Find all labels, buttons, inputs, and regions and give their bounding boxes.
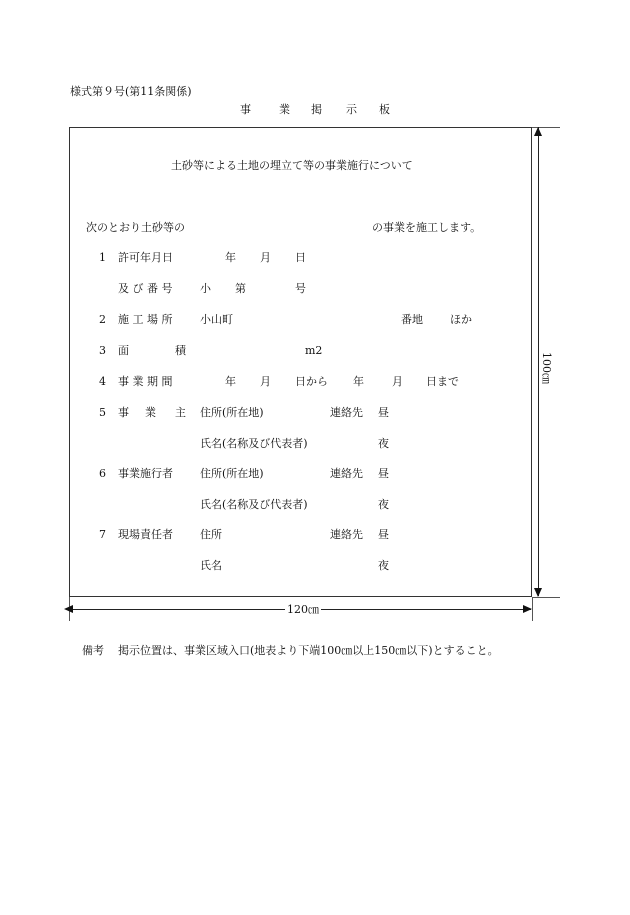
extension-line-right [532, 597, 533, 621]
arrow-right-icon [523, 605, 532, 613]
item-number: 3 [99, 344, 106, 357]
night-label: 夜 [378, 559, 389, 572]
area-unit: m2 [305, 344, 323, 357]
extension-line-bottom [532, 597, 560, 598]
night-label: 夜 [378, 437, 389, 450]
name-label: 氏名(名称及び代表者) [200, 498, 308, 511]
night-label: 夜 [378, 498, 389, 511]
note-text: 掲示位置は、事業区域入口(地表より下端100㎝以上150㎝以下)とすること。 [118, 644, 499, 657]
month-unit: 月 [260, 375, 271, 388]
name-label: 氏名 [200, 559, 222, 572]
dai-mark: 第 [235, 282, 246, 295]
daytime-label: 昼 [378, 406, 389, 419]
name-label: 氏名(名称及び代表者) [200, 437, 308, 450]
contact-label: 連絡先 [330, 467, 363, 480]
ko-mark: 小 [200, 282, 211, 295]
intro-left: 次のとおり土砂等の [86, 221, 185, 234]
title-char: 板 [379, 103, 390, 116]
item-label: 施 工 場 所 [118, 313, 173, 326]
item-label: 事 業 期 間 [118, 375, 173, 388]
item-label: 事業施行者 [118, 467, 173, 480]
item-label: 面 [118, 344, 129, 357]
year-unit: 年 [353, 375, 364, 388]
contact-label: 連絡先 [330, 528, 363, 541]
arrow-left-icon [64, 605, 73, 613]
arrow-up-icon [534, 127, 542, 136]
height-dimension-label: 100㎝ [540, 352, 553, 384]
item-number: 7 [99, 528, 106, 541]
item-label: 現場責任者 [118, 528, 173, 541]
intro-right: の事業を施工します。 [372, 221, 482, 234]
year-unit: 年 [225, 375, 236, 388]
item-number: 1 [99, 251, 106, 264]
arrow-down-icon [534, 588, 542, 597]
daytime-label: 昼 [378, 467, 389, 480]
item-number: 4 [99, 375, 106, 388]
item-number: 5 [99, 406, 106, 419]
contact-label: 連絡先 [330, 406, 363, 419]
day-unit: 日 [295, 251, 306, 264]
address-label: 住所 [200, 528, 222, 541]
address-label: 住所(所在地) [200, 406, 264, 419]
daytime-label: 昼 [378, 528, 389, 541]
item-label: 積 [175, 344, 186, 357]
item-label: 業 [145, 406, 156, 419]
address-label: 住所(所在地) [200, 467, 264, 480]
month-unit: 月 [392, 375, 403, 388]
item-label: 主 [175, 406, 186, 419]
town-name: 小山町 [200, 313, 233, 326]
title-char: 示 [346, 103, 357, 116]
title-char: 業 [279, 103, 290, 116]
day-until: 日まで [426, 375, 459, 388]
width-dimension-label: 120㎝ [287, 603, 319, 616]
item-label-2: 及 び 番 号 [118, 282, 173, 295]
banchi-label: 番地 [401, 313, 423, 326]
note-label: 備考 [82, 644, 104, 657]
form-number: 様式第９号(第11条関係) [70, 85, 192, 98]
board-heading: 土砂等による土地の埋立て等の事業施行について [171, 159, 413, 172]
hoka-label: ほか [450, 313, 472, 326]
item-label: 許可年月日 [118, 251, 173, 264]
title-char: 掲 [311, 103, 322, 116]
go-mark: 号 [295, 282, 306, 295]
item-number: 2 [99, 313, 106, 326]
year-unit: 年 [225, 251, 236, 264]
day-from: 日から [295, 375, 328, 388]
title-char: 事 [240, 103, 251, 116]
notice-board-frame [69, 127, 532, 597]
height-dimension-line [538, 127, 539, 596]
item-label: 事 [118, 406, 129, 419]
item-number: 6 [99, 467, 106, 480]
month-unit: 月 [260, 251, 271, 264]
